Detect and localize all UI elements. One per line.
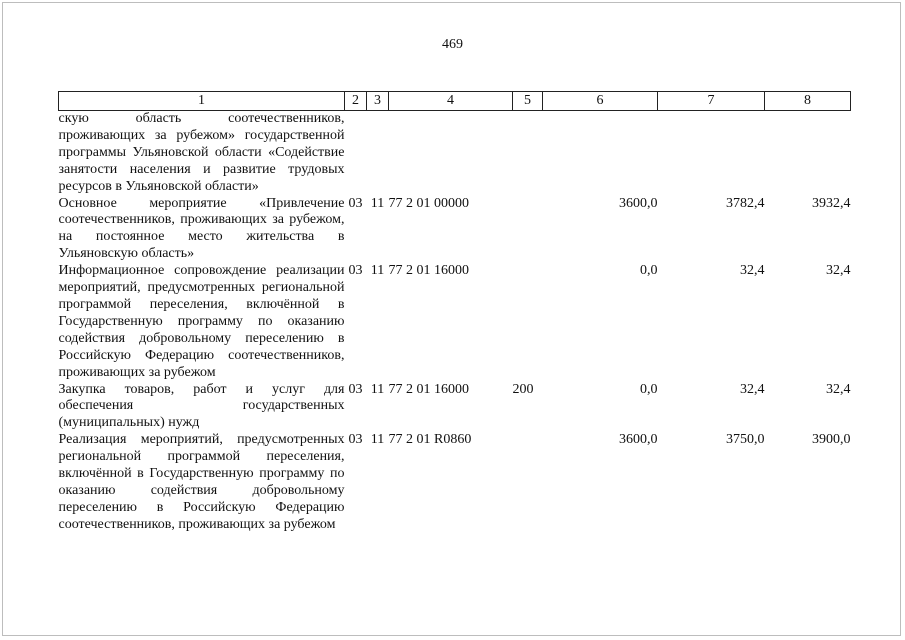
row-amount-1: 3600,0 [619, 195, 658, 211]
row-name: Реализация мероприятий, предусмотренных региональной программой переселения, включённой в Государственную программу по оказанию содействия добровольному переселению в Российскую Федерацию соотечественников, проживающих за рубежом [58, 432, 345, 532]
row-section: 03 [348, 263, 363, 279]
row-expense-type [513, 263, 543, 381]
table-row [59, 196, 851, 264]
row-name: Основное мероприятие «Привлечение соотечественников, проживающих за рубежом, на постоянное место жительства в Ульяновскую область» [58, 195, 345, 262]
row-amount-3 [765, 111, 851, 196]
column-header-5: 5 [513, 92, 543, 111]
row-target-code [389, 111, 513, 196]
row-target-code: 77 2 01 16000 [388, 263, 469, 279]
row-subsection: 11 [370, 381, 385, 397]
row-amount-1: 3600,0 [619, 432, 658, 448]
budget-table [58, 91, 851, 534]
row-subsection: 11 [370, 432, 385, 448]
row-expense-type [513, 111, 543, 196]
row-amount-2 [658, 111, 765, 196]
row-name: скую область соотечественников, проживающих за рубежом» государственной программы Ульяновской области «Содействие занятости населения и развитие трудовых ресурсов в Ульяновской области» [58, 111, 345, 194]
table-row [59, 432, 851, 533]
row-expense-type [513, 196, 543, 264]
row-amount-3: 3900,0 [812, 432, 851, 448]
row-subsection: 11 [370, 263, 385, 279]
row-amount-3: 32,4 [826, 381, 851, 397]
row-section [345, 111, 367, 196]
column-header-6: 6 [543, 92, 658, 111]
row-amount-1 [543, 111, 658, 196]
row-section: 03 [348, 432, 363, 448]
column-header-8: 8 [765, 92, 851, 111]
row-name: Информационное сопровождение реализации мероприятий, предусмотренных региональной программой переселения, включённой в Государственную программу по оказанию содействия добровольному переселению в Российскую Федерацию соотечественников, проживающих за рубежом [58, 263, 345, 380]
row-amount-3: 32,4 [826, 263, 851, 279]
row-section: 03 [348, 381, 363, 397]
table-row [59, 263, 851, 381]
row-target-code: 77 2 01 00000 [388, 195, 469, 211]
table-row [59, 111, 851, 196]
row-amount-2: 3750,0 [726, 432, 765, 448]
row-section: 03 [348, 195, 363, 211]
page-number: 469 [442, 37, 463, 52]
row-subsection: 11 [370, 195, 385, 211]
row-target-code: 77 2 01 R0860 [388, 432, 472, 448]
header-row [59, 92, 851, 111]
row-amount-3: 3932,4 [812, 195, 851, 211]
column-header-7: 7 [658, 92, 765, 111]
row-amount-1: 0,0 [640, 381, 658, 397]
column-header-1: 1 [59, 92, 345, 111]
row-amount-2: 3782,4 [726, 195, 765, 211]
row-amount-2: 32,4 [740, 381, 765, 397]
row-amount-1: 0,0 [640, 263, 658, 279]
column-header-4: 4 [389, 92, 513, 111]
column-header-3: 3 [367, 92, 389, 111]
column-header-2: 2 [345, 92, 367, 111]
row-amount-2: 32,4 [740, 263, 765, 279]
row-target-code: 77 2 01 16000 [388, 381, 469, 397]
table-row [59, 382, 851, 433]
row-name: Закупка товаров, работ и услуг для обеспечения государственных (муниципальных) нужд [58, 381, 345, 431]
row-subsection [367, 111, 389, 196]
row-expense-type [513, 432, 543, 533]
row-expense-type: 200 [512, 381, 534, 397]
